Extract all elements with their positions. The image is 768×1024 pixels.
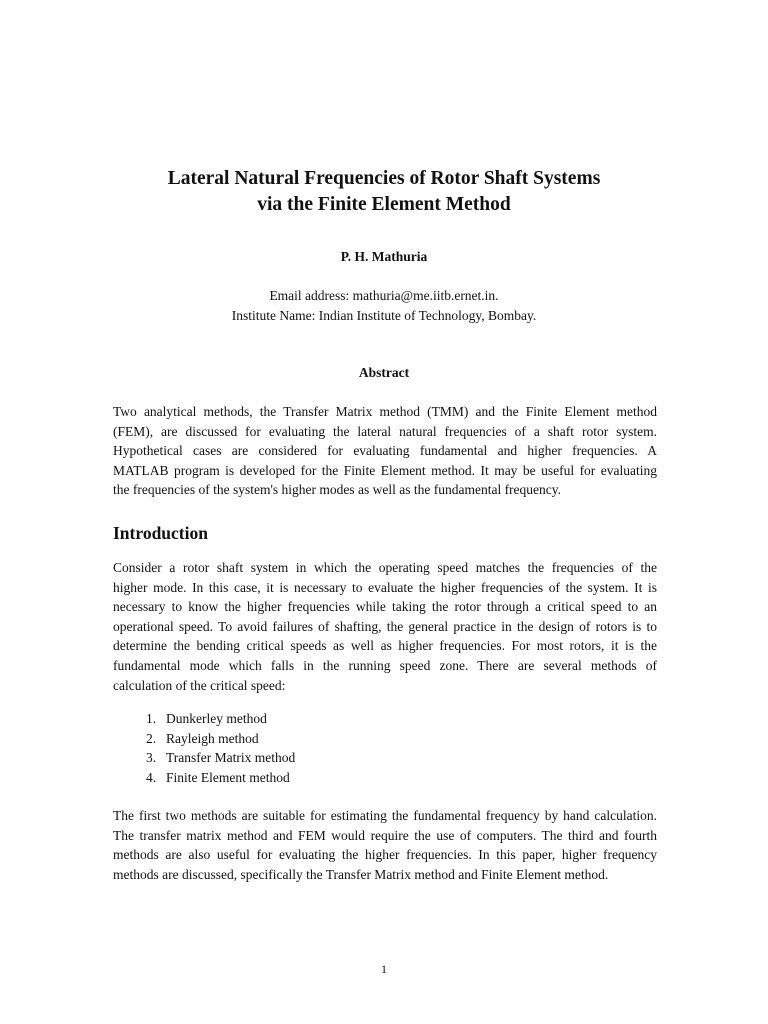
- text-line: (FEM), are discussed for evaluating the lateral natural frequencies of a shaft rotor system.: [113, 423, 657, 439]
- list-number: 2.: [146, 730, 157, 746]
- text-line: The first two methods are suitable for estimating the fundamental frequency by hand calculation.: [113, 808, 657, 823]
- text-line: MATLAB program is developed for the Finite Element method. It may be useful for evaluating: [113, 462, 657, 478]
- text-line: methods are discussed, specifically the Transfer Matrix method and Finite Element method.: [113, 866, 609, 882]
- author-name: P. H. Mathuria: [340, 249, 428, 264]
- author-affiliation: [0, 286, 768, 326]
- list-label: Finite Element method: [166, 769, 290, 785]
- list-number: 1.: [146, 711, 157, 726]
- list-label: Dunkerley method: [166, 711, 267, 726]
- list-item: [146, 729, 295, 749]
- page-number: 1: [381, 962, 387, 976]
- abstract-heading: Abstract: [358, 365, 410, 380]
- text-line: determine the bending critical speeds as well as higher frequencies. For most rotors, it is the: [113, 638, 657, 654]
- paper-title: [0, 166, 768, 218]
- methods-list: [146, 709, 295, 787]
- list-label: Transfer Matrix method: [166, 750, 296, 765]
- title-line: Lateral Natural Frequencies of Rotor Shaft Systems: [167, 168, 601, 189]
- email-line: Email address: mathuria@me.iitb.ernet.in.: [269, 288, 499, 303]
- list-number: 4.: [146, 769, 157, 785]
- introduction-paragraph: [113, 558, 657, 695]
- text-line: The transfer matrix method and FEM would require the use of computers. The third and fourth: [113, 827, 657, 843]
- list-number: 3.: [146, 750, 157, 765]
- closing-paragraph: [113, 806, 657, 884]
- text-line: operational speed. To avoid failures of shafting, the general practice in the design of rotors is to: [113, 618, 657, 634]
- text-line: Hypothetical cases are considered for evaluating fundamental and higher frequencies. A: [113, 443, 657, 459]
- text-line: calculation of the critical speed:: [113, 677, 286, 693]
- text-line: Consider a rotor shaft system in which the operating speed matches the frequencies of the: [113, 560, 657, 575]
- text-line: Two analytical methods, the Transfer Matrix method (TMM) and the Finite Element method: [113, 404, 657, 419]
- introduction-heading: Introduction: [113, 523, 208, 543]
- list-item: [146, 768, 295, 788]
- text-line: methods are also useful for evaluating the higher frequencies. In this paper, higher frequency: [113, 847, 657, 863]
- list-label: Rayleigh method: [166, 730, 259, 746]
- text-line: the frequencies of the system's higher modes as well as the fundamental frequency.: [113, 482, 562, 498]
- text-line: fundamental mode which falls in the running speed zone. There are several methods of: [113, 657, 657, 673]
- list-item: [146, 748, 295, 768]
- abstract-paragraph: [113, 402, 657, 500]
- text-line: higher mode. In this case, it is necessary to evaluate the higher frequencies of the system. It is: [113, 579, 657, 595]
- text-line: necessary to know the higher frequencies while taking the rotor through a critical speed to an: [113, 599, 657, 615]
- title-line: via the Finite Element Method: [257, 194, 511, 215]
- list-item: [146, 709, 295, 729]
- institute-line: Institute Name: Indian Institute of Technology, Bombay.: [231, 308, 537, 323]
